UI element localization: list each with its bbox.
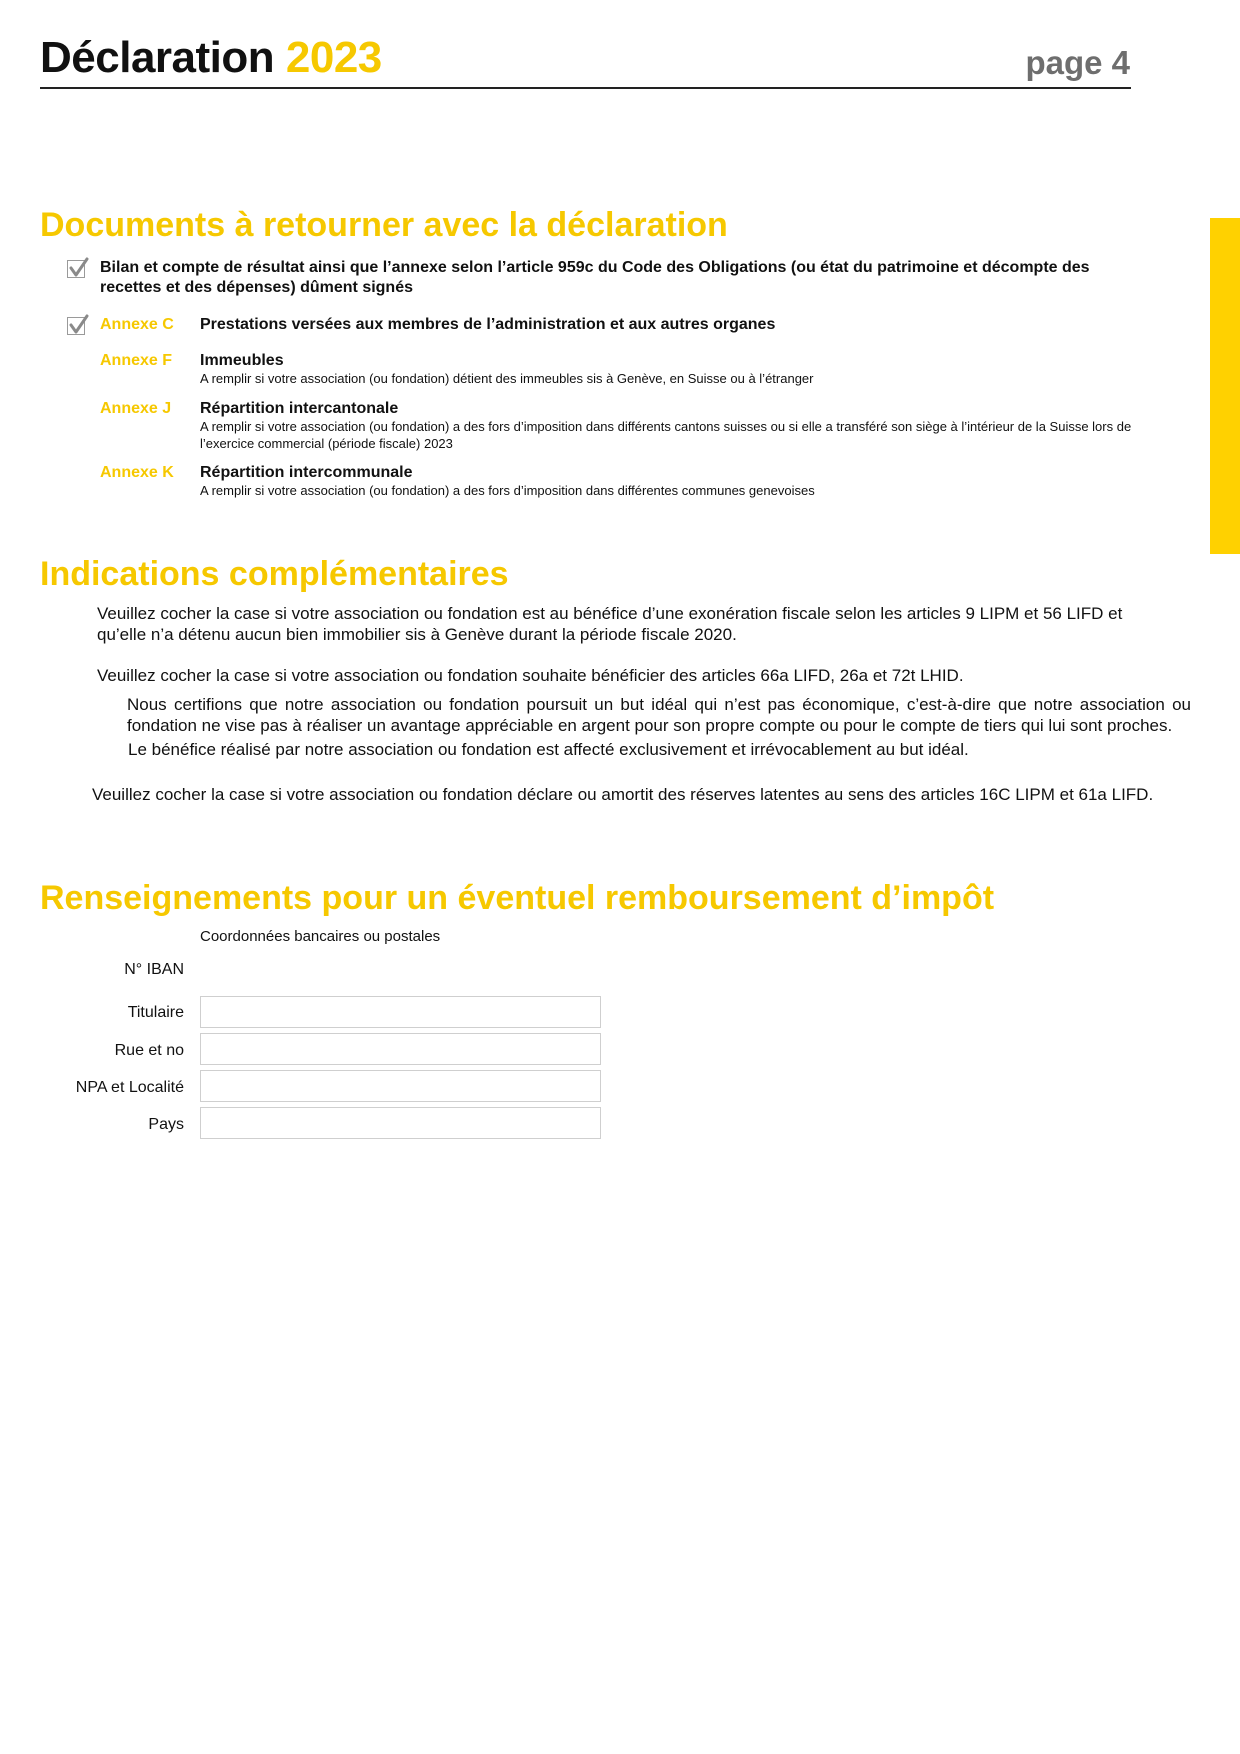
annexe-f-label: Annexe F — [100, 352, 173, 369]
annexe-k-description: A remplir si votre association (ou fondation) a des fors d’imposition dans différentes communes genevoises — [200, 483, 815, 498]
indications-heading: Indications complémentaires — [40, 555, 509, 593]
annexe-j-description: A remplir si votre association (ou fondation) a des fors d’imposition dans différents cantons suisses ou si elle a transféré son siège à l’intérieur de la Suisse lors de l’exercice commercial (période fiscale) 2023 — [200, 419, 1132, 451]
annexe-j-label: Annexe J — [100, 400, 172, 417]
holder-label: Titulaire — [127, 1004, 184, 1021]
bilan-checkbox[interactable] — [67, 260, 85, 278]
annexe-k-label: Annexe K — [100, 464, 174, 481]
street-field[interactable] — [200, 1033, 601, 1065]
reserves-text: Veuillez cocher la case si votre association ou fondation déclare ou amortit des réserves latentes au sens des articles 16C LIPM et 61a LIFD. — [92, 785, 1154, 804]
articles-text: Veuillez cocher la case si votre association ou fondation souhaite bénéficier des articles 66a LIFD, 26a et 72t LHID. — [97, 666, 964, 685]
country-field[interactable] — [200, 1107, 601, 1139]
title-year: 2023 — [285, 33, 382, 82]
street-label: Rue et no — [114, 1042, 184, 1059]
benefice-text: Le bénéfice réalisé par notre association ou fondation est affecté exclusivement et irrévocablement au but idéal. — [128, 740, 969, 759]
annexe-c-checkbox[interactable] — [67, 317, 85, 335]
bank-details-subheading: Coordonnées bancaires ou postales — [200, 928, 441, 945]
annexe-k-title: Répartition intercommunale — [200, 464, 413, 481]
exoneration-text: Veuillez cocher la case si votre association ou fondation est au bénéfice d’une exonération fiscale selon les articles 9 LIPM et 56 LIFD et qu’elle n’a détenu aucun bien immobilier sis à Genève durant la période fiscale 2020. — [97, 604, 1123, 644]
refund-heading: Renseignements pour un éventuel remboursement d’impôt — [40, 879, 995, 917]
annexe-c-title: Prestations versées aux membres de l’administration et aux autres organes — [200, 316, 776, 333]
documents-heading: Documents à retourner avec la déclaration — [40, 206, 728, 244]
annexe-f-description: A remplir si votre association (ou fondation) détient des immeubles sis à Genève, en Suisse ou à l’étranger — [200, 371, 814, 386]
checkmark-icon — [67, 256, 89, 280]
country-label: Pays — [148, 1116, 184, 1133]
annexe-c-label: Annexe C — [100, 316, 174, 333]
annexe-j-title: Répartition intercantonale — [200, 400, 399, 417]
page-number: page 4 — [1025, 44, 1130, 81]
side-tab-marker — [1210, 218, 1240, 554]
bilan-text: Bilan et compte de résultat ainsi que l’annexe selon l’article 959c du Code des Obligations (ou état du patrimoine et décompte des recettes et des dépenses) dûment signés — [100, 259, 1090, 296]
certification-text: Nous certifions que notre association ou fondation poursuit un but idéal qui n’est pas économique, c’est-à-dire que notre association ou fondation ne vise pas à réaliser un avantage appréciable en argent pour son propre compte ou pour le compte de tiers qui lui sont proches. — [127, 695, 1191, 735]
city-field[interactable] — [200, 1070, 601, 1102]
holder-field[interactable] — [200, 996, 601, 1028]
annexe-f-title: Immeubles — [200, 352, 284, 369]
header-divider — [40, 87, 1131, 89]
page-title — [40, 33, 382, 82]
iban-label: N° IBAN — [124, 961, 184, 978]
checkmark-icon — [67, 313, 89, 337]
city-label: NPA et Localité — [75, 1079, 184, 1096]
title-word: Déclaration — [40, 33, 275, 82]
